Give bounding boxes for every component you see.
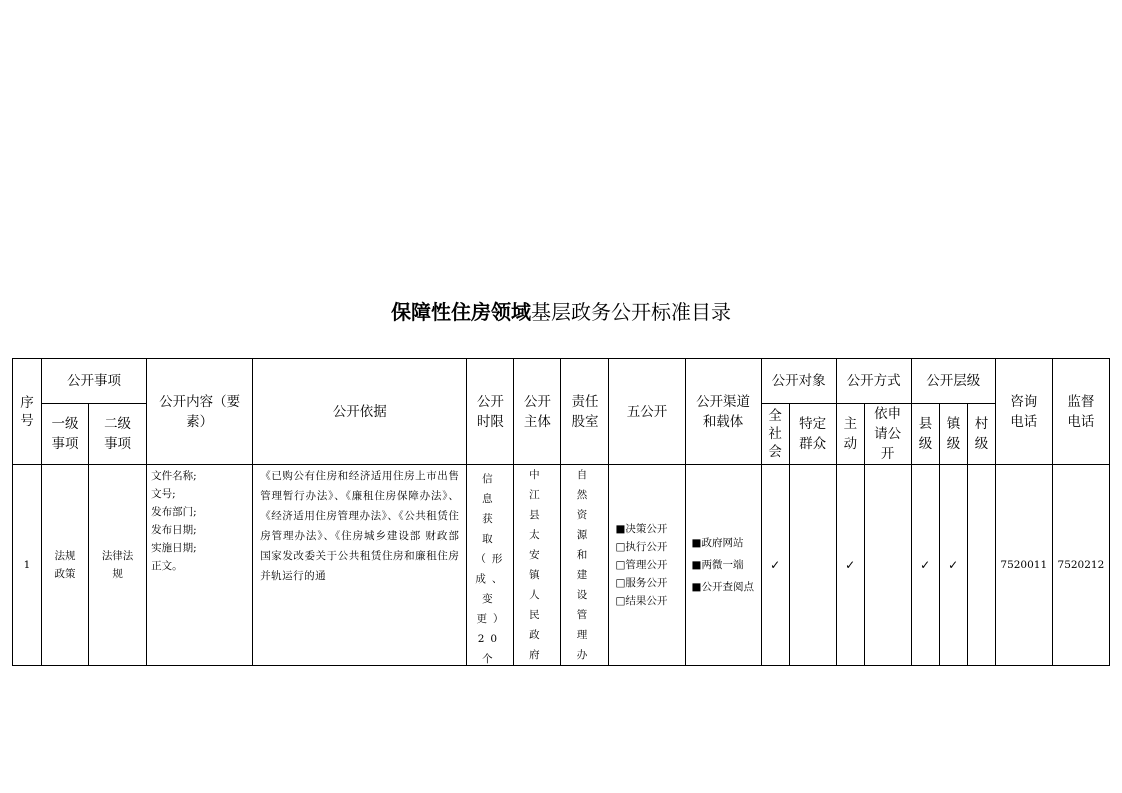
channel-website: ■政府网站 [691,537,744,549]
header-subject: 公开主体 [514,359,561,465]
header-items: 公开事项 [42,359,147,404]
header-level2: 二级事项 [89,404,147,465]
five-option-management: □管理公开 [615,559,668,571]
header-seq: 序号 [13,359,42,465]
content-item: 文号; [151,488,176,500]
row-dept: 自然资源和建设管理办 [561,465,609,666]
check-level-county: ✓ [911,465,939,666]
row-five [609,465,685,666]
row-level1: 法规政策 [42,465,89,666]
channel-reading-point: ■公开查阅点 [691,581,754,593]
basis-text: 《已购公有住房和经济适用住房上市出售管理暂行办法》、《廉租住房保障办法》、《经济适用住房管理办法》、《公共租赁住房管理办法》、《住房城乡建设部 财政部 国家发改委关于公共租赁住房和廉租住房并轨运行的通 [260,470,460,582]
header-level1: 一级事项 [42,404,89,465]
page-title [0,298,1122,326]
row-basis [253,465,467,666]
content-item: 正文。 [151,560,183,572]
header-target-specific: 特定群众 [789,404,836,465]
row-seq: 1 [13,465,42,666]
header-mode-active: 主动 [836,404,864,465]
row-content [147,465,253,666]
channel-weibo-wechat: ■两微一端 [691,559,744,571]
five-option-decision: ■决策公开 [615,523,668,535]
header-target: 公开对象 [761,359,836,404]
check-mode-active: ✓ [836,465,864,666]
check-level-town: ✓ [939,465,967,666]
header-consult: 咨询电话 [995,359,1052,465]
header-mode-apply: 依申请公开 [864,404,911,465]
five-option-service: □服务公开 [615,577,668,589]
header-basis: 公开依据 [253,359,467,465]
header-target-all: 全社会 [761,404,789,465]
supervise-phone: 7520212 [1052,465,1109,666]
header-level-town: 镇级 [939,404,967,465]
row-subject: 中江县太安镇人民政府 [514,465,561,666]
header-level: 公开层级 [911,359,995,404]
row-level2: 法律法规 [89,465,147,666]
five-option-result: □结果公开 [615,595,668,607]
consult-phone: 7520011 [995,465,1052,666]
header-dept: 责任股室 [561,359,609,465]
header-level-county: 县级 [911,404,939,465]
title-bold-part: 保障性住房领域 [391,300,531,324]
check-target-specific [789,465,836,666]
header-level-village: 村级 [967,404,995,465]
check-mode-apply [864,465,911,666]
row-channel [685,465,761,666]
content-item: 实施日期; [151,542,197,554]
content-item: 发布部门; [151,506,197,518]
row-time [467,465,514,666]
header-content: 公开内容（要素） [147,359,253,465]
title-rest-part: 基层政务公开标准目录 [531,300,731,324]
time-text: 信息获取（形成、变更）20个 [475,473,509,665]
header-time: 公开时限 [467,359,514,465]
check-level-village [967,465,995,666]
content-item: 发布日期; [151,524,197,536]
catalog-table [12,358,1110,666]
five-option-execution: □执行公开 [615,541,668,553]
check-target-all: ✓ [761,465,789,666]
header-mode: 公开方式 [836,359,911,404]
header-supervise: 监督电话 [1052,359,1109,465]
header-channel: 公开渠道和载体 [685,359,761,465]
content-item: 文件名称; [151,470,197,482]
header-five: 五公开 [609,359,685,465]
table-row [13,465,1110,666]
